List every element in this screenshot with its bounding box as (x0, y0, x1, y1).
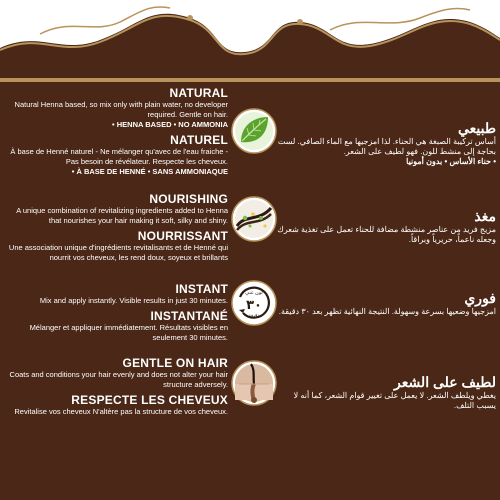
timer-caption-bottom: دقيقة (248, 313, 260, 319)
naturel-text: À base de Henné naturel - Ne mélanger qu'avec de l'eau fraiche - Pas besoin de révélateur. Respecte les cheveux. (10, 147, 228, 166)
instant-ar-text: امزجيها وضعيها بسرعة وسهولة. النتيجة النهائية تظهر بعد ٣٠ دقيقة. (278, 307, 496, 316)
natural-ar-badges: • حناء الأساس • بدون أمونيا (406, 157, 496, 166)
instantane-text: Mélanger et appliquer immédiatement. Résultats visibles en seulement 30 minutes. (29, 323, 228, 342)
gentle-ar-text: يغطي ويلطف الشعر. لا يعمل على تغيير قوام الشعر، كما أنه لا يسبب التلف. (293, 391, 496, 410)
leaf-icon (231, 108, 277, 154)
gentle-en-block (8, 356, 228, 417)
nourishing-text: A unique combination of revitalizing ingredients added to Henna that nourishes your hair making it soft, silky and shiny. (16, 206, 228, 225)
hair-follicle-icon (231, 360, 277, 406)
timer-caption-top: لون غني (245, 290, 263, 296)
gentle-ar-title: لطيف على الشعر (393, 374, 496, 390)
nourrissant-title: NOURRISSANT (137, 229, 228, 243)
instant-ar-block (274, 290, 496, 317)
natural-en-block (8, 86, 228, 177)
respecte-title: RESPECTE LES CHEVEUX (71, 393, 228, 407)
decorative-swirl-icon (0, 0, 500, 78)
instantane-title: INSTANTANÉ (150, 309, 228, 323)
natural-ar-title: طبيعي (457, 120, 496, 136)
gentle-title: GENTLE ON HAIR (122, 356, 228, 370)
natural-badges: • HENNA BASED • NO AMMONIA (112, 120, 228, 129)
natural-ar-text: أساس تركيبة الصبغة هي الحناء. لذا امزجيها مع الماء الصافي. لست بحاجة إلى منشط للون. فهو لطيف على الشعر. (277, 137, 496, 156)
timer-number: ٣٠ (246, 298, 262, 313)
nourrissant-text: Une association unique d'ingrédients revitalisants et de Henné qui nourrit vos cheveux, les rend doux, soyeux et brillants (8, 243, 228, 262)
naturel-title: NATUREL (170, 133, 228, 147)
respecte-text: Revitalise vos cheveux N'altère pas la structure de vos cheveux. (14, 407, 228, 416)
naturel-badges: • À BASE DE HENNÉ • SANS AMMONIAQUE (71, 167, 228, 176)
instant-text: Mix and apply instantly. Visible results in just 30 minutes. (39, 296, 228, 305)
natural-title: NATURAL (169, 86, 228, 100)
natural-ar-block (274, 120, 496, 167)
nourishing-title: NOURISHING (149, 192, 228, 206)
instant-ar-title: فوري (464, 290, 496, 306)
nourishing-en-block (8, 192, 228, 263)
nourishing-ar-title: مغذ (474, 208, 496, 224)
instant-title: INSTANT (175, 282, 228, 296)
timer-30-icon (231, 280, 277, 326)
header-band (0, 0, 500, 78)
nourishing-ar-text: مزيج فريد من عناصر منشطة مضافة للحناء تعمل على تغذية شعرك وجعله ناعماً، حريرياً وبراقاً. (277, 225, 496, 244)
instant-en-block (8, 282, 228, 343)
gentle-ar-block (274, 374, 496, 411)
hair-strands-icon (231, 196, 277, 242)
nourishing-ar-block (274, 208, 496, 245)
natural-text: Natural Henna based, so mix only with plain water, no developer required. Gentle on hair. (14, 100, 228, 119)
gentle-text: Coats and conditions your hair evenly and does not alter your hair structure adversely. (9, 370, 228, 389)
